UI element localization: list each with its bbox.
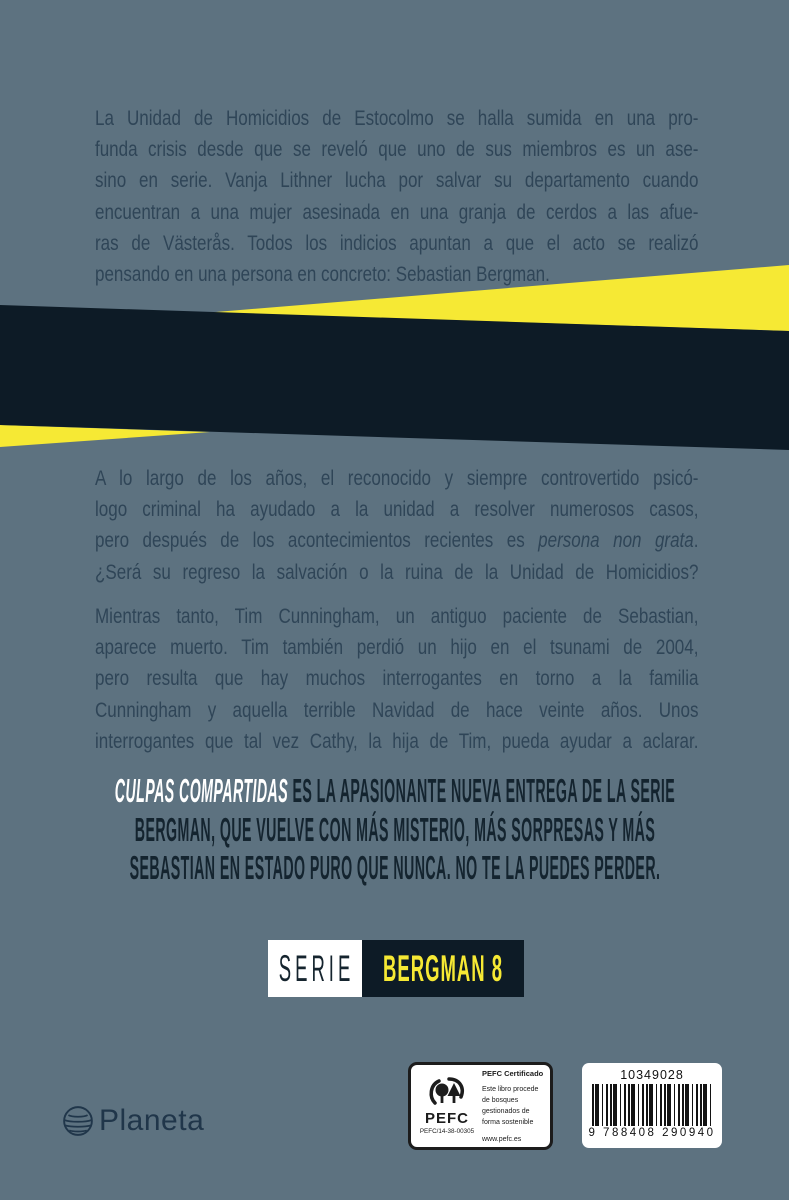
book-title: CULPAS COMPARTIDAS	[114, 772, 288, 809]
text-line: encuentran a una mujer asesinada en una granja de cerdos a las afue-	[95, 200, 699, 224]
text-line: logo criminal ha ayudado a la unidad a resolver numerosos casos,	[95, 498, 699, 522]
synopsis-paragraph-2	[95, 463, 698, 588]
barcode-bars	[592, 1084, 712, 1126]
promo-line-1	[81, 772, 709, 811]
barcode-label	[582, 1063, 722, 1148]
pefc-logo-text: PEFC	[424, 1110, 469, 1127]
pefc-logo-column	[416, 1077, 478, 1135]
series-value: BERGMAN 8	[382, 947, 504, 989]
series-label-box	[268, 940, 362, 997]
text-line: funda crisis desde que se reveló que uno de sus miembros es un ase-	[95, 138, 699, 162]
text-line	[95, 525, 698, 556]
series-label: SERIE	[279, 947, 355, 989]
pefc-trees-icon	[427, 1077, 467, 1111]
text-line: A lo largo de los años, el reconocido y siempre controvertido psicó-	[95, 467, 699, 490]
pefc-text-column	[478, 1069, 545, 1142]
text-line: pensando en una persona en concreto: Sebastian Bergman.	[95, 263, 550, 287]
text-segment: pero después de los acontecimientos recientes es	[95, 529, 539, 553]
synopsis-paragraph-3	[95, 601, 698, 757]
series-badge	[268, 940, 524, 997]
series-value-box	[362, 940, 524, 997]
pefc-certification-label	[408, 1062, 553, 1150]
pefc-url: www.pefc.es	[482, 1135, 522, 1143]
text-line: ras de Västerås. Todos los indicios apuntan a que el acto se realizó	[95, 231, 699, 255]
publisher-name: Planeta	[99, 1104, 205, 1137]
text-line: aparece muerto. Tim también perdió un hijo en el tsunami de 2004,	[95, 636, 699, 660]
barcode-sku: 10349028	[620, 1068, 684, 1082]
text-line: sino en serie. Vanja Lithner lucha por salvar su departamento cuando	[95, 169, 699, 193]
text-line: La Unidad de Homicidios de Estocolmo se halla sumida en una pro-	[95, 107, 699, 130]
pefc-license-number: PEFC/14-38-00305	[419, 1128, 475, 1135]
publisher-logo	[62, 1104, 204, 1138]
latin-phrase: persona non grata	[538, 529, 694, 553]
text-line: ¿Será su regreso la salvación o la ruina de la Unidad de Homicidios?	[95, 560, 699, 584]
pefc-description: Este libro procede de bosques gestionados de forma sostenible	[482, 1086, 539, 1126]
text-segment: .	[693, 529, 699, 553]
promo-line-3: SEBASTIAN EN ESTADO PURO QUE NUNCA. NO TE LA PUEDES PERDER.	[129, 849, 660, 886]
text-line: Mientras tanto, Tim Cunningham, un antiguo paciente de Sebastian,	[95, 605, 699, 628]
text-line: interrogantes que tal vez Cathy, la hija de Tim, pueda ayudar a aclarar.	[95, 729, 699, 753]
text-line: pero resulta que hay muchos interrogantes en torno a la familia	[95, 667, 699, 691]
pefc-heading: PEFC Certificado	[482, 1069, 544, 1079]
promo-line-2: BERGMAN, QUE VUELVE CON MÁS MISTERIO, MÁS SORPRESAS Y MÁS	[134, 810, 655, 848]
text-line: Cunningham y aquella terrible Navidad de hace veinte años. Unos	[95, 698, 699, 722]
synopsis-paragraph-1	[95, 103, 698, 290]
promo-blurb	[81, 772, 709, 888]
promo-text-segment: ES LA APASIONANTE NUEVA ENTREGA DE LA SERIE	[287, 772, 675, 809]
barcode-isbn-digits: 9 788408 290940	[588, 1127, 716, 1139]
globe-icon	[62, 1105, 94, 1137]
